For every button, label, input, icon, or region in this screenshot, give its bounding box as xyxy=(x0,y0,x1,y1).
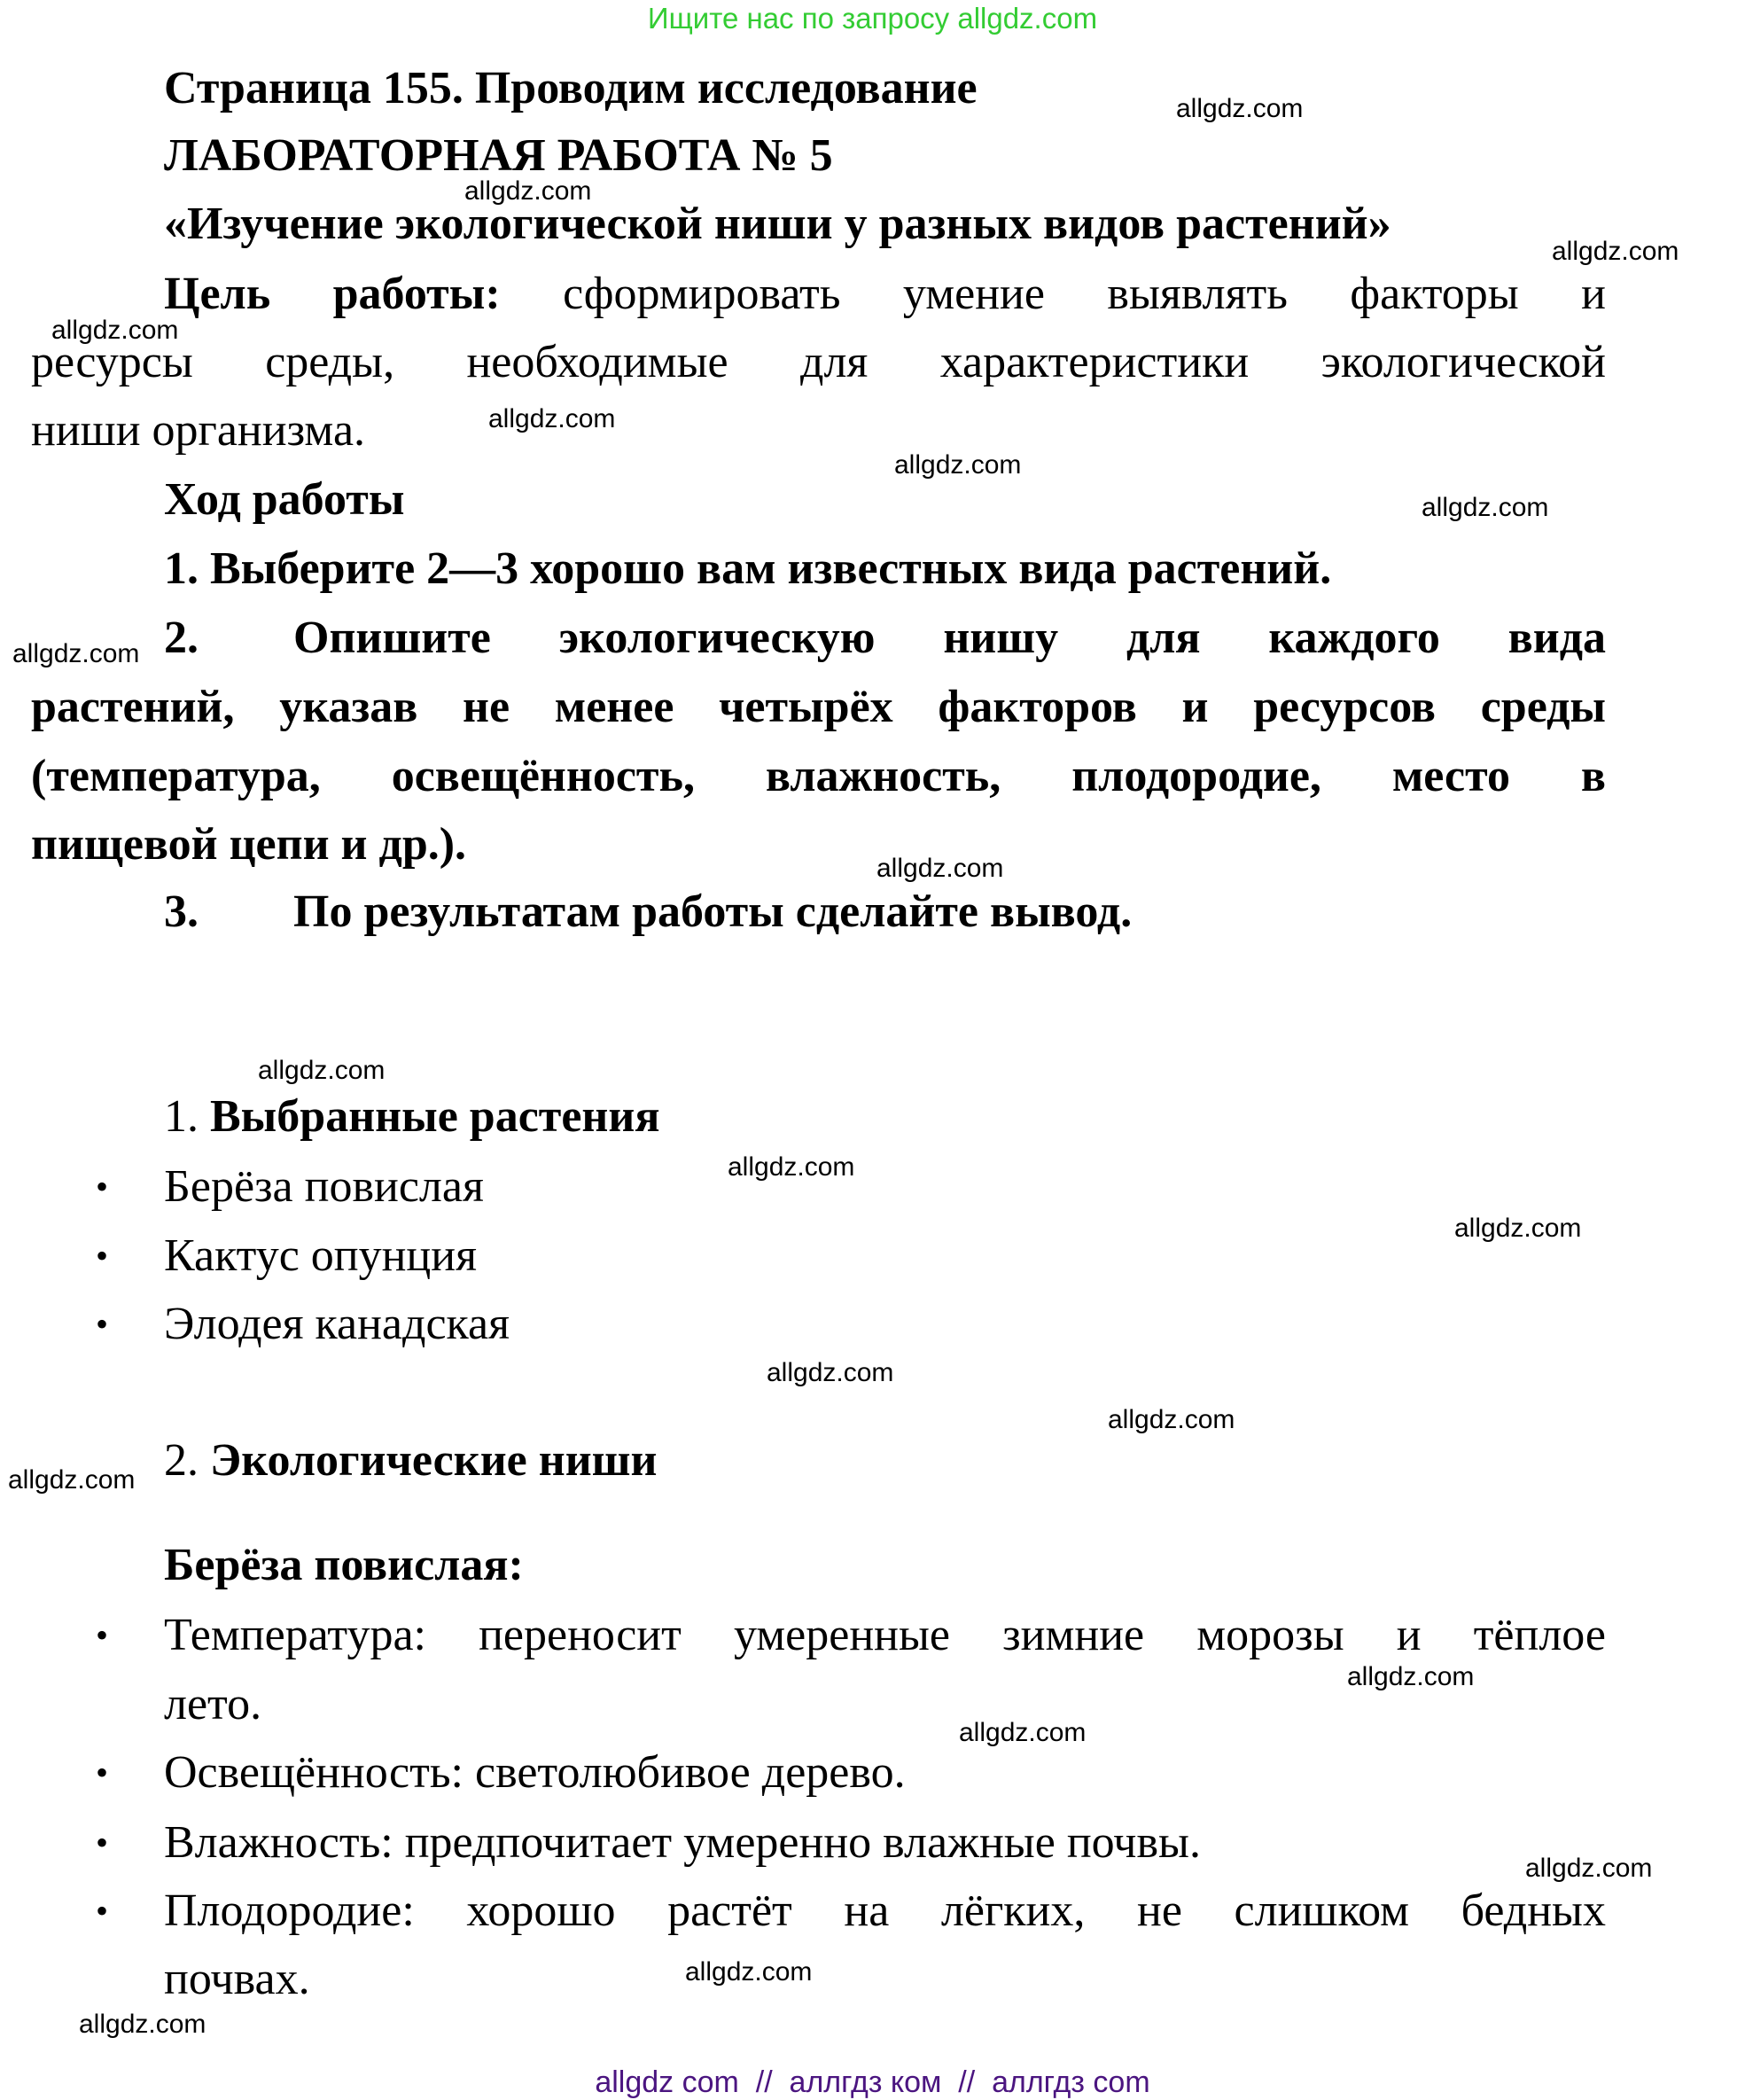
watermark: allgdz.com xyxy=(1552,237,1679,266)
bottom-banner: allgdz com // аллгдз ком // аллгдз com xyxy=(595,2065,1150,2099)
watermark: allgdz.com xyxy=(488,404,616,433)
step-3 xyxy=(164,878,1132,946)
step-2-line-1 xyxy=(164,605,1606,672)
step-number: 2. xyxy=(164,613,199,663)
watermark: allgdz.com xyxy=(464,176,592,206)
watermark: allgdz.com xyxy=(1347,1662,1475,1691)
watermark: allgdz.com xyxy=(79,2010,206,2039)
bullet-icon: • xyxy=(96,1753,109,1792)
bullet-icon: • xyxy=(96,1615,109,1655)
niche-item-temperature-cont: лето. xyxy=(164,1679,262,1729)
bullet-icon: • xyxy=(96,1236,109,1276)
section-number: 1. xyxy=(164,1091,199,1142)
watermark: allgdz.com xyxy=(51,316,179,345)
plant-item: Элодея канадская xyxy=(164,1299,510,1349)
goal-text: сформировать умение выявлять факторы и xyxy=(563,269,1607,319)
step-2-line-3: (температура, освещённость, влажность, плодородие, место в xyxy=(31,751,1606,801)
step-number: 3. xyxy=(164,886,199,937)
bullet-icon: • xyxy=(96,1823,109,1862)
watermark: allgdz.com xyxy=(894,450,1022,480)
watermark: allgdz.com xyxy=(767,1358,894,1387)
step-text: Опишите экологическую нишу для каждого вида xyxy=(293,613,1606,663)
section-title: Выбранные растения xyxy=(210,1091,660,1142)
section-1-heading xyxy=(164,1083,659,1151)
bullet-icon: • xyxy=(96,1891,109,1931)
step-number: 1. xyxy=(164,543,199,594)
section-title: Экологические ниши xyxy=(210,1435,658,1486)
watermark: allgdz.com xyxy=(1454,1214,1582,1243)
goal-line-3: ниши организма. xyxy=(31,405,366,456)
progress-heading: Ход работы xyxy=(164,474,405,525)
step-text: Выберите 2—3 хорошо вам известных вида растений. xyxy=(210,543,1332,594)
top-banner: Ищите нас по запросу allgdz.com xyxy=(647,2,1098,35)
watermark: allgdz.com xyxy=(728,1152,855,1182)
watermark: allgdz.com xyxy=(8,1465,136,1495)
section-number: 2. xyxy=(164,1435,199,1486)
plant-item: Берёза повислая xyxy=(164,1161,484,1212)
watermark: allgdz.com xyxy=(1108,1405,1235,1434)
step-text: По результатам работы сделайте вывод. xyxy=(293,886,1133,937)
birch-heading: Берёза повислая: xyxy=(164,1540,524,1590)
watermark: allgdz.com xyxy=(959,1718,1087,1747)
watermark: allgdz.com xyxy=(12,639,140,668)
niche-item-fertility-cont: почвах. xyxy=(164,1954,310,2004)
lab-topic: «Изучение экологической ниши у разных видов растений» xyxy=(164,199,1391,249)
watermark: allgdz.com xyxy=(1176,94,1304,123)
lab-title: ЛАБОРАТОРНАЯ РАБОТА № 5 xyxy=(164,130,833,181)
goal-label: Цель работы: xyxy=(164,269,501,319)
watermark: allgdz.com xyxy=(258,1056,386,1085)
section-2-heading xyxy=(164,1427,658,1495)
step-2-line-4: пищевой цепи и др.). xyxy=(31,819,467,870)
watermark: allgdz.com xyxy=(1422,493,1549,522)
niche-item-moisture: Влажность: предпочитает умеренно влажные почвы. xyxy=(164,1817,1201,1868)
step-1 xyxy=(164,535,1331,603)
niche-item-fertility: Плодородие: хорошо растёт на лёгких, не слишком бедных xyxy=(164,1885,1606,1936)
bullet-icon: • xyxy=(96,1304,109,1344)
plant-item: Кактус опунция xyxy=(164,1230,478,1281)
step-2-line-2: растений, указав не менее четырёх факторов и ресурсов среды xyxy=(31,682,1606,732)
page-title: Страница 155. Проводим исследование xyxy=(164,63,978,113)
watermark: allgdz.com xyxy=(685,1957,813,1987)
niche-item-light: Освещённость: светолюбивое дерево. xyxy=(164,1747,906,1798)
niche-item-temperature: Температура: переносит умеренные зимние морозы и тёплое xyxy=(164,1610,1606,1660)
goal-line-1 xyxy=(164,261,1606,328)
goal-line-2: ресурсы среды, необходимые для характеристики экологической xyxy=(31,337,1606,387)
bullet-icon: • xyxy=(96,1167,109,1206)
watermark: allgdz.com xyxy=(1525,1854,1653,1883)
watermark: allgdz.com xyxy=(876,854,1004,883)
